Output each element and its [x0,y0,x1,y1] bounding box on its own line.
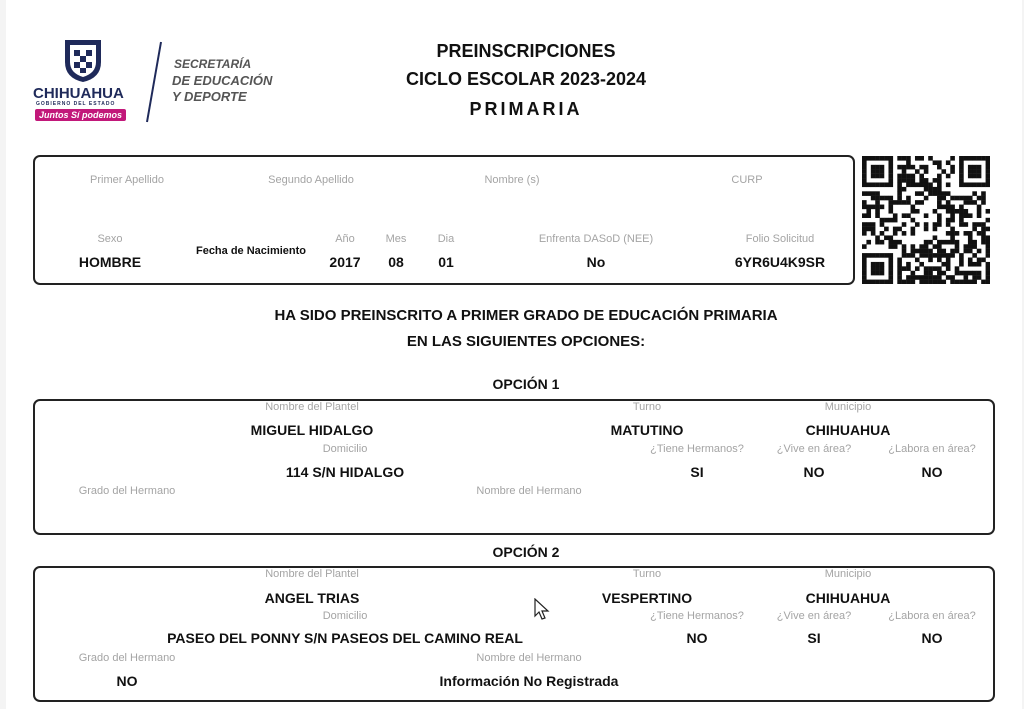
option-1-label-grado-hermano: Grado del Hermano [78,485,176,497]
option-1-label-plantel: Nombre del Plantel [265,401,359,413]
value-anio: 2017 [329,254,361,270]
slogan-juntos: Juntos [39,110,69,120]
option-2-label-turno: Turno [632,568,662,580]
option-2-label-domicilio: Domicilio [322,610,368,622]
logo-slogan [35,109,126,121]
option-1-label-turno: Turno [632,401,662,413]
message-line-2: EN LAS SIGUIENTES OPCIONES: [406,333,646,350]
option-1-label-municipio: Municipio [824,401,872,413]
option-1-vive: NO [803,464,825,480]
option-2-label-plantel: Nombre del Plantel [265,568,359,580]
value-mes: 08 [388,254,404,270]
option-2-label-grado-hermano: Grado del Hermano [78,652,176,664]
option-2-vive: SI [807,630,821,646]
logo-state-name: CHIHUAHUA [33,85,124,102]
option-2-plantel: ANGEL TRIAS [264,590,360,606]
option-1-domicilio: 114 S/N HIDALGO [285,464,405,480]
secretaria-line-3: Y DEPORTE [172,89,247,104]
doc-level: PRIMARIA [469,99,583,119]
label-curp: CURP [731,174,763,186]
label-mes: Mes [385,233,407,245]
label-dia: Dia [437,233,455,245]
coat-of-arms-icon [61,36,105,84]
logo-divider [144,40,164,124]
value-sexo: HOMBRE [78,254,142,270]
option-2-labora: NO [921,630,943,646]
option-1-turno: MATUTINO [610,422,684,438]
doc-title: PREINSCRIPCIONES [436,41,616,61]
label-nombre: Nombre (s) [484,174,540,186]
label-anio: Año [335,233,355,245]
option-2-heading: OPCIÓN 2 [492,544,560,560]
qr-code-icon [862,156,990,284]
option-2-nombre-hermano: Información No Registrada [439,673,619,689]
label-segundo-apellido: Segundo Apellido [268,174,354,186]
label-folio: Folio Solicitud [745,233,815,245]
option-1-labora: NO [921,464,943,480]
option-1-municipio: CHIHUAHUA [805,422,891,438]
option-2-label-vive: ¿Vive en área? [776,610,852,622]
option-1-label-nombre-hermano: Nombre del Hermano [476,485,582,497]
option-2-domicilio: PASEO DEL PONNY S/N PASEOS DEL CAMINO REAL [167,630,523,646]
label-primer-apellido: Primer Apellido [90,174,164,186]
value-folio: 6YR6U4K9SR [734,254,826,270]
doc-cycle: CICLO ESCOLAR 2023-2024 [405,69,647,89]
slogan-si-podemos: Sí podemos [71,110,123,120]
option-1-box [33,399,995,535]
value-dia: 01 [438,254,454,270]
label-sexo: Sexo [97,233,123,245]
logo-subtitle: GOBIERNO DEL ESTADO [36,101,116,107]
option-1-label-domicilio: Domicilio [322,443,368,455]
option-2-grado-hermano: NO [116,673,138,689]
option-2-hermanos: NO [686,630,708,646]
option-2-label-municipio: Municipio [824,568,872,580]
option-2-label-nombre-hermano: Nombre del Hermano [476,652,582,664]
option-2-label-hermanos: ¿Tiene Hermanos? [650,610,744,622]
option-1-plantel: MIGUEL HIDALGO [250,422,374,438]
option-2-turno: VESPERTINO [601,590,693,606]
option-1-heading: OPCIÓN 1 [492,376,560,392]
label-fecha-nacimiento: Fecha de Nacimiento [195,245,307,257]
option-1-label-labora: ¿Labora en área? [888,443,976,455]
message-line-1: HA SIDO PREINSCRITO A PRIMER GRADO DE EDUCACIÓN PRIMARIA [274,307,778,324]
label-nee: Enfrenta DASoD (NEE) [538,233,654,245]
mouse-cursor-icon [534,598,550,622]
value-nee: No [586,254,606,270]
option-2-label-labora: ¿Labora en área? [888,610,976,622]
option-1-hermanos: SI [690,464,704,480]
option-1-label-vive: ¿Vive en área? [776,443,852,455]
secretaria-line-1: SECRETARÍA [174,57,252,71]
option-2-municipio: CHIHUAHUA [805,590,891,606]
secretaria-line-2: DE EDUCACIÓN [172,73,273,88]
option-1-label-hermanos: ¿Tiene Hermanos? [650,443,744,455]
document-page [6,0,1022,709]
